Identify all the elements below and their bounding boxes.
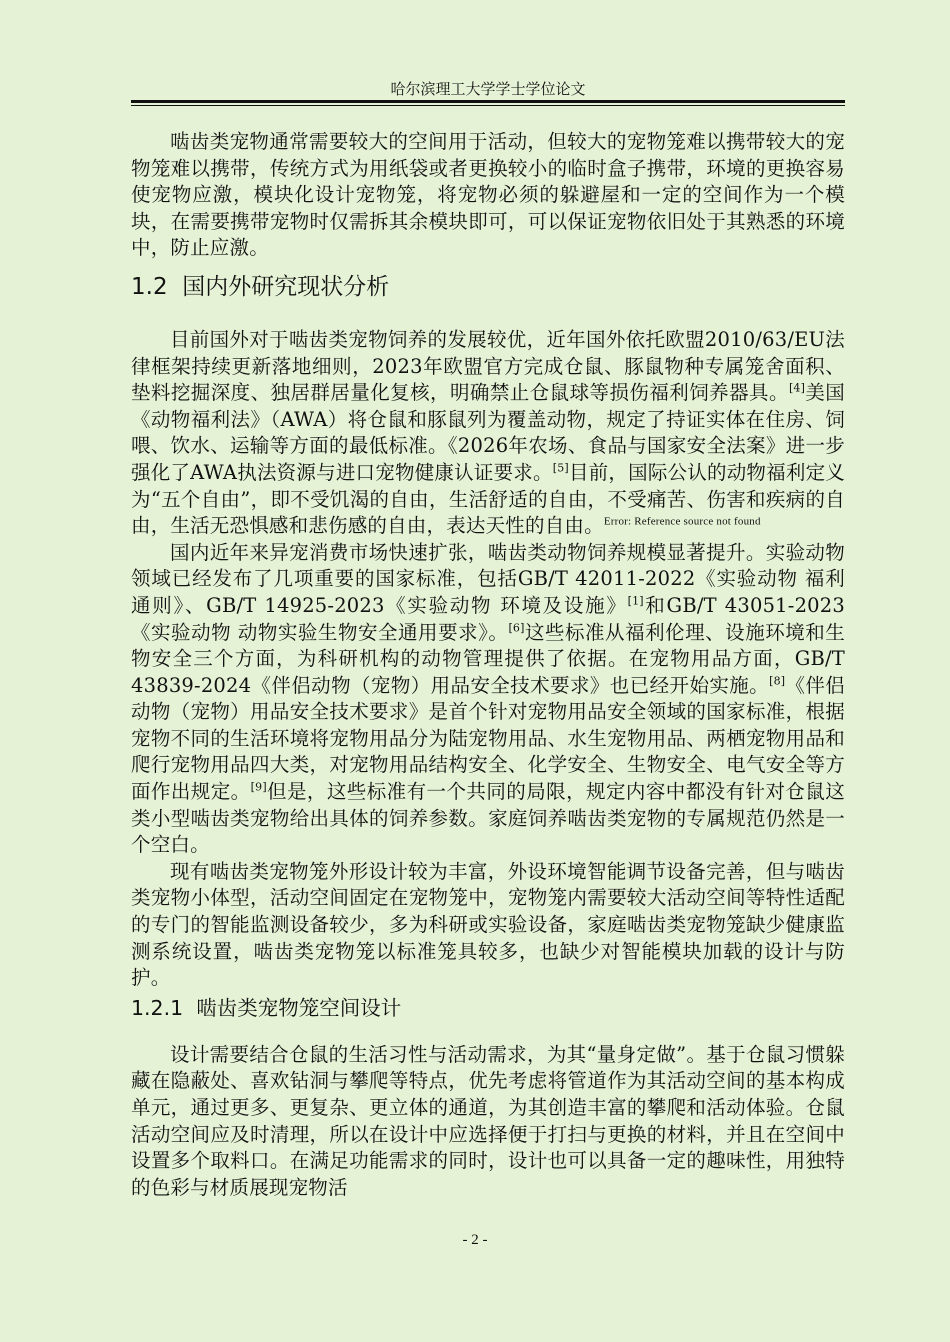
citation-ref: [1] — [627, 594, 644, 608]
citation-ref: [9] — [250, 780, 267, 794]
citation-ref: [8] — [769, 674, 786, 688]
running-header: 哈尔滨理工大学学士学位论文 — [390, 80, 586, 98]
section-heading-1-2-1 — [131, 994, 845, 1022]
section-number: 1.2 — [131, 273, 168, 300]
paragraph-foreign-status — [131, 327, 845, 540]
citation-ref: [4] — [788, 381, 806, 395]
text-span: 和GB/T 43051-2023《实验动物 动物实验生物安全通用要求》。 — [131, 593, 845, 644]
text-span: 这些标准从福利伦理、设施环境和生物安全三个方面，为科研机构的动物管理提供了依据。在宠物用品方面，GB/T 43839-2024《伴侣动物（宠物）用品安全技术要求》也已经开始实施。 — [131, 620, 846, 697]
section-number: 1.2.1 — [131, 995, 184, 1020]
text-span: 目前，国际公认的动物福利定义为“五个自由”，即不受饥渴的自由，生活舒适的自由，不受痛苦、伤害和疾病的自由，生活无恐惧感和悲伤感的自由，表达天性的自由。 — [131, 460, 845, 538]
header-rule-thick — [131, 100, 845, 103]
page-body — [131, 129, 845, 1201]
reference-error: Error: Reference source not found — [603, 515, 761, 528]
text-span: 但是，这些标准有一个共同的局限，规定内容中都没有针对仓鼠这类小型啮齿类宠物给出具体的饲养参数。家庭饲养啮齿类宠物的专属规范仍然是一个空白。 — [131, 780, 845, 857]
section-heading-1-2 — [131, 272, 845, 302]
text-span: 国内近年来异宠消费市场快速扩张，啮齿类动物饲养规模显著提升。实验动物领域已经发布了几项重要的国家标准，包括GB/T 42011-2022《实验动物 福利通则》、GB/T 14925-2023《实验动物 环境及设施》 — [131, 540, 845, 617]
paragraph-cage-design-status: 现有啮齿类宠物笼外形设计较为丰富，外设环境智能调节设备完善，但与啮齿类宠物小体型，活动空间固定在宠物笼中，宠物笼内需要较大活动空间等特性适配的专门的智能监测设备较少，多为科研或实验设备，家庭啮齿类宠物笼缺少健康监测系统设置，啮齿类宠物笼以标准笼具较多，也缺少对智能模块加载的设计与防护。 — [131, 859, 845, 990]
paragraph-domestic-status — [131, 540, 845, 859]
page-number: - 2 - — [462, 1232, 488, 1248]
text-span: 美国《动物福利法》（AWA）将仓鼠和豚鼠列为覆盖动物，规定了持证实体在住房、饲喂、饮水、运输等方面的最低标准。《2026年农场、食品与国家安全法案》进一步强化了AWA执法资源与进口宠物健康认证要求。 — [131, 381, 845, 484]
paragraph-space-design: 设计需要结合仓鼠的生活习性与活动需求，为其“量身定做”。基于仓鼠习惯躲藏在隐蔽处、喜欢钻洞与攀爬等特点，优先考虑将管道作为其活动空间的基本构成单元，通过更多、更复杂、更立体的通道，为其创造丰富的攀爬和活动体验。仓鼠活动空间应及时清理，所以在设计中应选择便于打扫与更换的材料，并且在空间中设置多个取料口。在满足功能需求的同时，设计也可以具备一定的趣味性，用独特的色彩与材质展现宠物活 — [131, 1042, 845, 1199]
paragraph-modular-cage: 啮齿类宠物通常需要较大的空间用于活动，但较大的宠物笼难以携带较大的宠物笼难以携带，传统方式为用纸袋或者更换较小的临时盒子携带，环境的更换容易使宠物应激，模块化设计宠物笼，将宠物必须的躲避屋和一定的空间作为一个模块，在需要携带宠物时仅需拆其余模块即可，可以保证宠物依旧处于其熟悉的环境中，防止应激。 — [131, 130, 845, 260]
section-title: 啮齿类宠物笼空间设计 — [196, 995, 402, 1020]
section-title: 国内外研究现状分析 — [182, 273, 390, 300]
text-span: 目前国外对于啮齿类宠物饲养的发展较优，近年国外依托欧盟2010/63/EU法律框架持续更新落地细则，2023年欧盟官方完成仓鼠、豚鼠物种专属笼舍面积、垫料挖掘深度、独居群居量化复核，明确禁止仓鼠球等损伤福利饲养器具。 — [131, 327, 845, 405]
header-rule-thin — [131, 105, 845, 106]
citation-ref: [5] — [552, 461, 569, 475]
citation-ref: [6] — [508, 621, 525, 634]
text-span: 《伴侣动物（宠物）用品安全技术要求》是首个针对宠物用品安全领域的国家标准，根据宠物不同的生活环境将宠物用品分为陆宠物用品、水生宠物用品、两栖宠物用品和爬行宠物用品四大类，对宠物用品结构安全、化学安全、生物安全、电气安全等方面作出规定。 — [131, 673, 845, 804]
